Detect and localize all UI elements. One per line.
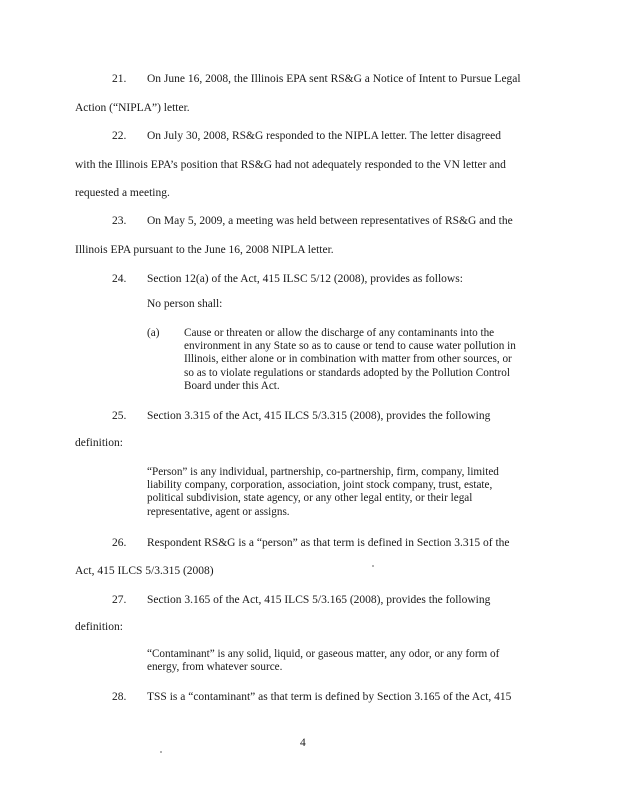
paragraph-28-line-1: TSS is a “contaminant” as that term is defined by Section 3.165 of the Act, 415: [147, 691, 512, 703]
paragraph-27-line-1: Section 3.165 of the Act, 415 ILCS 5/3.165 (2008), provides the following: [147, 594, 491, 606]
paragraph-27-line-2: definition:: [75, 621, 123, 633]
paragraph-26-number: 26.: [112, 537, 127, 549]
paragraph-21-line-1: On June 16, 2008, the Illinois EPA sent RS&G a Notice of Intent to Pursue Legal: [147, 73, 521, 85]
paragraph-22-line-1: On July 30, 2008, RS&G responded to the NIPLA letter. The letter disagreed: [147, 130, 501, 142]
quote-25-line-2: liability company, corporation, association, joint stock company, trust, estate,: [147, 479, 493, 491]
quote-25-line-1: “Person” is any individual, partnership, co-partnership, firm, company, limited: [147, 466, 499, 478]
paragraph-26-line-2: Act, 415 ILCS 5/3.315 (2008): [75, 565, 214, 577]
scan-speck: [160, 751, 162, 753]
paragraph-25-number: 25.: [112, 410, 127, 422]
quote-27-line-2: energy, from whatever source.: [147, 661, 283, 673]
quote-24-line-1: Cause or threaten or allow the discharge of any contaminants into the: [184, 327, 495, 339]
paragraph-22-number: 22.: [112, 130, 127, 142]
quote-24-item-label: (a): [147, 327, 160, 339]
paragraph-22-line-3: requested a meeting.: [75, 187, 170, 199]
paragraph-27-number: 27.: [112, 594, 127, 606]
paragraph-28-number: 28.: [112, 691, 127, 703]
scan-speck: [372, 565, 374, 567]
quote-25-line-4: representative, agent or assigns.: [147, 506, 290, 518]
paragraph-24-number: 24.: [112, 273, 127, 285]
quote-24-line-2: environment in any State so as to cause or tend to cause water pollution in: [184, 340, 516, 352]
paragraph-25-line-2: definition:: [75, 437, 123, 449]
paragraph-22-line-2: with the Illinois EPA’s position that RS&G had not adequately responded to the VN letter and: [75, 159, 506, 171]
paragraph-24-line-1: Section 12(a) of the Act, 415 ILSC 5/12 (2008), provides as follows:: [147, 273, 463, 285]
quote-24-intro: No person shall:: [147, 298, 223, 310]
paragraph-21-number: 21.: [112, 73, 127, 85]
paragraph-25-line-1: Section 3.315 of the Act, 415 ILCS 5/3.315 (2008), provides the following: [147, 410, 491, 422]
quote-24-line-4: so as to violate regulations or standards adopted by the Pollution Control: [184, 367, 510, 379]
quote-27-line-1: “Contaminant” is any solid, liquid, or gaseous matter, any odor, or any form of: [147, 648, 500, 660]
paragraph-26-line-1: Respondent RS&G is a “person” as that term is defined in Section 3.315 of the: [147, 537, 510, 549]
paragraph-23-line-1: On May 5, 2009, a meeting was held between representatives of RS&G and the: [147, 215, 513, 227]
quote-24-line-5: Board under this Act.: [184, 380, 280, 392]
quote-24-line-3: Illinois, either alone or in combination with matter from other sources, or: [184, 353, 512, 365]
paragraph-23-line-2: Illinois EPA pursuant to the June 16, 2008 NIPLA letter.: [75, 244, 334, 256]
quote-25-line-3: political subdivision, state agency, or any other legal entity, or their legal: [147, 492, 473, 504]
page-number: 4: [300, 737, 306, 749]
paragraph-21-line-2: Action (“NIPLA”) letter.: [75, 102, 190, 114]
paragraph-23-number: 23.: [112, 215, 127, 227]
